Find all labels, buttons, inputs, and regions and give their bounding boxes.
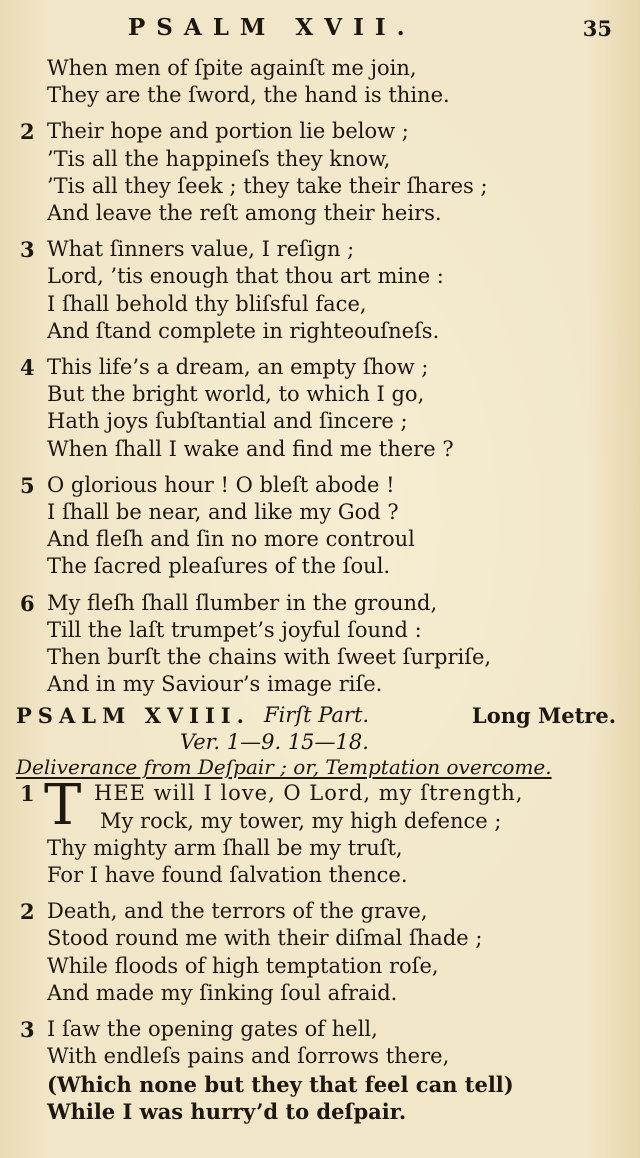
psalm-part: Firſt Part.: [264, 703, 370, 728]
verse-line: I ſhall be near, and like my God ?: [47, 500, 399, 525]
verse-line: Hath joys ſubſtantial and ſincere ;: [47, 409, 408, 434]
verse-line: For I have found ſalvation thence.: [47, 863, 408, 888]
verses-reference: Ver. 1—9. 15—18.: [180, 730, 369, 755]
verse-line: The ſacred pleaſures of the ſoul.: [47, 554, 391, 579]
verse-line: While I was hurry’d to deſpair.: [47, 1098, 407, 1124]
verse-line: O glorious hour ! O bleſt abode !: [47, 472, 395, 497]
drop-cap: T: [44, 773, 82, 839]
verse-line: Lord, ’tis enough that thou art mine :: [47, 264, 444, 289]
stanza-number: 3: [20, 237, 35, 263]
verse-line: Thy mighty arm ſhall be my truſt,: [47, 835, 403, 860]
verse-line: My rock, my tower, my high defence ;: [100, 808, 502, 833]
stanza-number: 2: [20, 899, 35, 925]
psalm-metre: Long Metre.: [471, 703, 616, 729]
verse-line: I ſaw the opening gates of hell,: [47, 1017, 378, 1042]
stanza-number: 6: [20, 590, 35, 616]
verse-line: (Which none but they that feel can tell): [47, 1071, 514, 1097]
verse-line: And leave the reſt among their heirs.: [47, 201, 442, 226]
verse-line: When men of ſpite againſt me join,: [47, 56, 417, 80]
verse-line: And in my Saviour’s image riſe.: [47, 672, 383, 697]
hymn-text: [16, 55, 616, 1125]
stanza-2: [16, 898, 616, 1007]
verse-line: Death, and the terrors of the grave,: [47, 899, 428, 924]
verse-line: When ſhall I wake and find me there ?: [47, 436, 454, 461]
verse-line: Then burſt the chains with ſweet ſurpriſe,: [47, 645, 492, 670]
psalm-heading: [16, 702, 616, 729]
verse-line: This life’s a dream, an empty ſhow ;: [47, 355, 429, 380]
verse-line: Till the laſt trumpet’s joyful ſound :: [47, 617, 422, 642]
stanza-number: 1: [20, 781, 35, 807]
verse-line: ’Tis all they ſeek ; they take their ſhares ;: [47, 173, 488, 198]
stanza-3: [16, 236, 616, 345]
stanza-6: [16, 590, 616, 699]
verse-line: And fleſh and ſin no more controul: [47, 527, 415, 552]
verse-line: ’Tis all the happineſs they know,: [47, 146, 391, 171]
page-number: 35: [582, 16, 612, 41]
stanza-number: 2: [20, 119, 35, 145]
verse-line: What ſinners value, I reſign ;: [47, 237, 355, 262]
verse-line: While floods of high temptation roſe,: [47, 953, 439, 978]
stanza-1: [16, 773, 616, 889]
stanza-continuation: [16, 55, 616, 109]
stanza-number: 5: [20, 472, 35, 498]
verse-line: I ſhall behold thy bliſsful face,: [47, 291, 367, 316]
stanza-4: [16, 354, 616, 463]
verse-line: My fleſh ſhall ſlumber in the ground,: [47, 590, 438, 615]
page-header: [0, 14, 640, 44]
verse-line: But the bright world, to which I go,: [47, 382, 425, 407]
verse-line: HEE will I love, O Lord, my ſtrength,: [94, 781, 524, 806]
stanza-2: [16, 118, 616, 227]
running-title: PSALM XVII.: [128, 14, 416, 41]
stanza-5: [16, 472, 616, 581]
verse-line: Their hope and portion lie below ;: [47, 119, 409, 144]
verse-line: And ſtand complete in righteouſneſs.: [47, 318, 440, 343]
stanza-3: [16, 1016, 616, 1125]
verse-line: With endleſs pains and ſorrows there,: [47, 1044, 450, 1069]
psalm-title: PSALM XVIII.: [16, 703, 250, 729]
stanza-number: 3: [20, 1017, 35, 1043]
verse-line: Stood round me with their diſmal ſhade ;: [47, 926, 483, 951]
stanza-number: 4: [20, 355, 35, 381]
psalm-subject: Deliverance from Deſpair ; or, Temptation overcome.: [16, 755, 552, 780]
verse-line: And made my ſinking ſoul afraid.: [47, 980, 398, 1005]
verse-line: They are the ſword, the hand is thine.: [47, 83, 450, 108]
